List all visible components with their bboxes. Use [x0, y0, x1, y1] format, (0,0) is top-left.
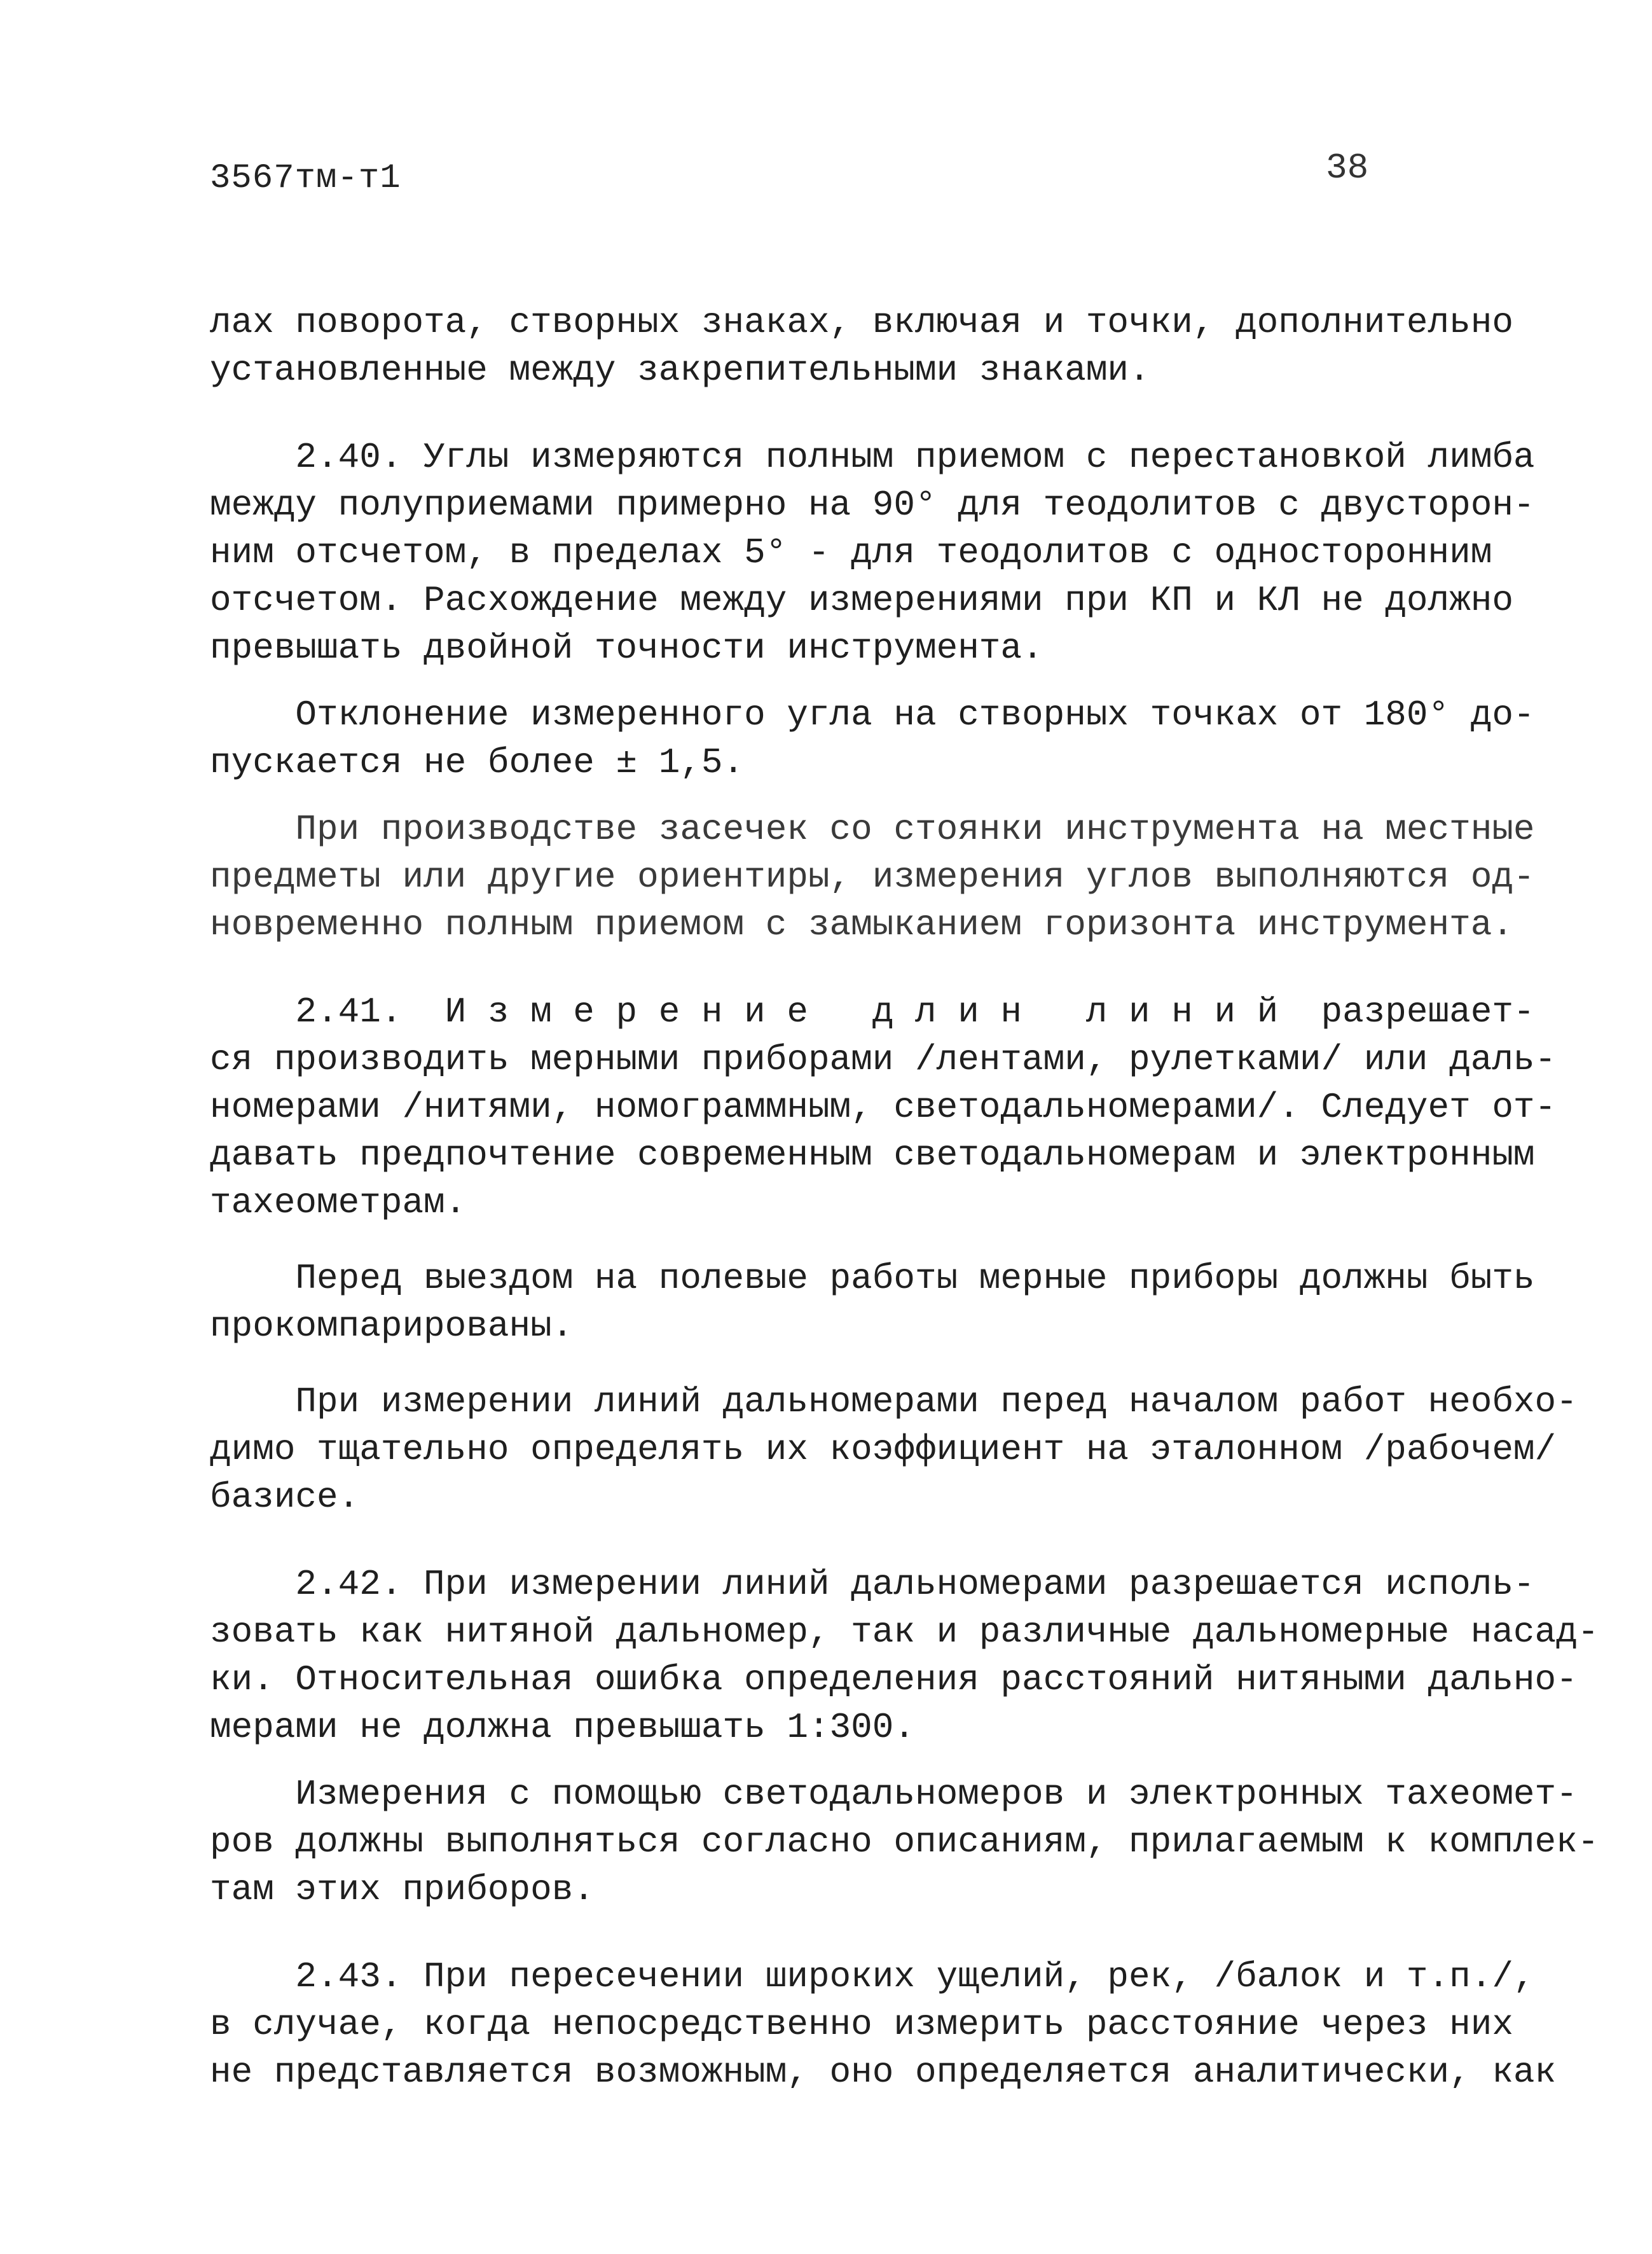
text-line: Отклонение измеренного угла на створных точках от 180° до- — [210, 695, 1535, 735]
text-line: ки. Относительная ошибка определения расстояний нитяными дально- — [210, 1659, 1578, 1700]
text-line: давать предпочтение современным светодальномерам и электронным — [210, 1135, 1535, 1175]
paragraph-2-41 — [210, 988, 1557, 1227]
text-line: номерами /нитями, номограммным, светодальномерами/. Следует от- — [210, 1087, 1557, 1128]
text-line: не представляется возможным, оно определяется аналитически, как — [210, 2052, 1557, 2092]
paragraph-2-42 — [210, 1561, 1599, 1752]
page-number: 38 — [1326, 148, 1369, 188]
text-line: лах поворота, створных знаках, включая и точки, дополнительно — [210, 302, 1513, 343]
text-line: зовать как нитяной дальномер, так и различные дальномерные насад- — [210, 1612, 1599, 1652]
text-line: 2.42. При измерении линий дальномерами разрешается исполь- — [210, 1564, 1535, 1605]
text-line: новременно полным приемом с замыканием горизонта инструмента. — [210, 904, 1513, 945]
text-line: прокомпарированы. — [210, 1306, 574, 1346]
text-line: 2.41. И з м е р е н и е д л и н л и н и й разрешает- — [210, 992, 1535, 1032]
text-line: там этих приборов. — [210, 1869, 595, 1910]
text-line: Измерения с помощью светодальномеров и электронных тахеомет- — [210, 1774, 1578, 1815]
text-line: При измерении линий дальномерами перед началом работ необхо- — [210, 1381, 1578, 1422]
text-line: превышать двойной точности инструмента. — [210, 628, 1043, 668]
paragraph — [210, 1771, 1599, 1914]
paragraph — [210, 299, 1513, 394]
paragraph — [210, 691, 1535, 787]
text-line: между полуприемами примерно на 90° для теодолитов с двусторон- — [210, 485, 1535, 525]
text-line: установленные между закрепительными знаками. — [210, 350, 1150, 391]
paragraph — [210, 1255, 1535, 1350]
text-line: При производстве засечек со стоянки инструмента на местные — [210, 809, 1535, 850]
text-line: мерами не должна превышать 1:300. — [210, 1707, 915, 1748]
text-line: пускается не более ± 1,5. — [210, 742, 745, 783]
text-line: Перед выездом на полевые работы мерные приборы должны быть — [210, 1258, 1535, 1299]
paragraph-2-40 — [210, 434, 1535, 672]
text-line: в случае, когда непосредственно измерить расстояние через них — [210, 2004, 1513, 2045]
document-code: 3567тм-т1 — [210, 159, 401, 198]
text-line: 2.40. Углы измеряются полным приемом с перестановкой лимба — [210, 437, 1535, 478]
text-line: 2.43. При пересечении широких ущелий, рек, /балок и т.п./, — [210, 1956, 1535, 1997]
paragraph-2-43 — [210, 1953, 1557, 2096]
text-line: димо тщательно определять их коэффициент на эталонном /рабочем/ — [210, 1429, 1557, 1470]
body-text — [210, 299, 1599, 2096]
paragraph — [210, 1378, 1578, 1521]
text-line: базисе. — [210, 1477, 360, 1518]
text-line: ров должны выполняться согласно описаниям, прилагаемым к комплек- — [210, 1822, 1599, 1862]
text-line: отсчетом. Расхождение между измерениями при КП и КЛ не должно — [210, 580, 1513, 621]
text-line: предметы или другие ориентиры, измерения углов выполняются од- — [210, 857, 1535, 897]
text-line: ся производить мерными приборами /лентами, рулетками/ или даль- — [210, 1039, 1557, 1080]
text-line: ним отсчетом, в пределах 5° - для теодолитов с односторонним — [210, 532, 1492, 573]
text-line: тахеометрам. — [210, 1182, 467, 1223]
paragraph — [210, 806, 1535, 949]
